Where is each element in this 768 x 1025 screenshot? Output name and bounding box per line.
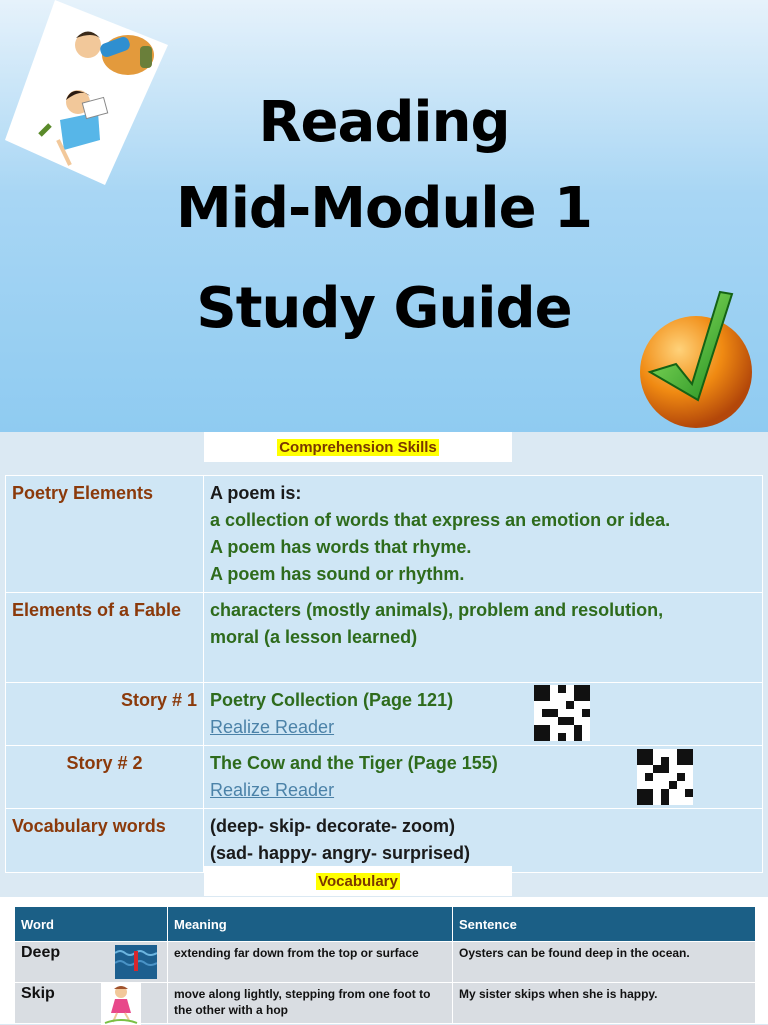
table-row [6, 746, 763, 809]
story-1-cell [204, 683, 763, 746]
story-1-title: Poetry Collection (Page 121) [210, 690, 454, 710]
vocab-header-row [15, 907, 756, 942]
vocab-meaning: extending far down from the top or surface [168, 942, 453, 983]
text-line: A poem has words that rhyme. [210, 537, 472, 557]
qr-code-icon[interactable] [637, 749, 693, 805]
fable-elements-text [204, 593, 763, 683]
row-label-story-2: Story # 2 [6, 746, 204, 809]
table-row [15, 983, 756, 1024]
title-line-2: Mid-Module 1 [175, 176, 593, 241]
header-word: Word [15, 907, 168, 942]
table-row [6, 476, 763, 593]
vocab-sentence: My sister skips when she is happy. [453, 983, 756, 1024]
table-row [6, 683, 763, 746]
text-line: (deep- skip- decorate- zoom) [210, 816, 456, 836]
green-checkmark-icon [636, 288, 760, 430]
vocab-word-cell [15, 942, 168, 983]
title-banner [0, 0, 768, 432]
qr-code-icon[interactable] [534, 685, 590, 741]
story-2-cell [204, 746, 763, 809]
vocabulary-words-text [204, 809, 763, 873]
header-meaning: Meaning [168, 907, 453, 942]
vocab-sentence: Oysters can be found deep in the ocean. [453, 942, 756, 983]
header-sentence: Sentence [453, 907, 756, 942]
vocabulary-label [204, 866, 512, 896]
row-label-fable: Elements of a Fable [6, 593, 204, 683]
realize-reader-link-2[interactable]: Realize Reader [210, 780, 335, 800]
vocabulary-table [14, 906, 756, 1024]
comprehension-skills-table [5, 475, 763, 873]
text-line: A poem is: [210, 483, 302, 503]
text-line: characters (mostly animals), problem and resolution, [210, 600, 664, 620]
text-line: moral (a lesson learned) [210, 627, 418, 647]
text-line: (sad- happy- angry- surprised) [210, 843, 471, 863]
vocab-word: Skip [21, 985, 55, 1002]
story-2-title: The Cow and the Tiger (Page 155) [210, 753, 498, 773]
title-line-3: Study Guide [196, 276, 572, 341]
ocean-depth-icon [115, 945, 157, 979]
row-label-poetry: Poetry Elements [6, 476, 204, 593]
comprehension-skills-text: Comprehension Skills [279, 438, 437, 456]
vocab-word-cell [15, 983, 168, 1024]
skipping-girl-icon [101, 983, 141, 1025]
vocabulary-label-text: Vocabulary [318, 872, 398, 890]
vocab-word: Deep [21, 944, 61, 961]
text-line: a collection of words that express an emotion or idea. [210, 510, 671, 530]
table-row [6, 593, 763, 683]
realize-reader-link-1[interactable]: Realize Reader [210, 717, 335, 737]
text-line: A poem has sound or rhythm. [210, 564, 465, 584]
vocab-meaning: move along lightly, stepping from one foot to the other with a hop [168, 983, 453, 1024]
row-label-vocabulary-words: Vocabulary words [6, 809, 204, 873]
title-line-1: Reading [258, 90, 510, 155]
comprehension-skills-label [204, 432, 512, 462]
poetry-elements-text [204, 476, 763, 593]
row-label-story-1: Story # 1 [6, 683, 204, 746]
table-row [15, 942, 756, 983]
table-row [6, 809, 763, 873]
